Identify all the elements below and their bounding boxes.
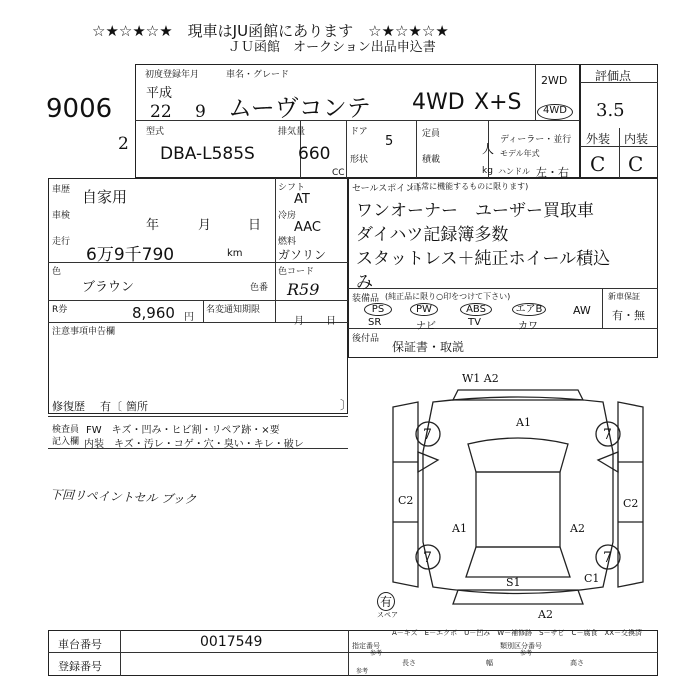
chassis-label: 車台番号 — [58, 638, 102, 651]
notice-day: 日 — [326, 316, 336, 327]
spare-label: スペア — [377, 611, 398, 619]
repair-label: 修復歴 — [52, 400, 85, 413]
mark-hood: A1 — [516, 416, 531, 429]
sales-line-3: スタットレス＋純正ホイール積込 — [356, 249, 611, 269]
mark-right-door: A2 — [570, 522, 585, 535]
inspector-row-1: FW キズ・凹み・ヒビ割・リペア跡・×要 — [86, 425, 280, 436]
reg-label: 登録番号 — [58, 660, 102, 673]
length-label: 長さ — [402, 659, 416, 667]
insp-year-unit: 年 — [146, 218, 160, 233]
reg-month: 9 — [195, 102, 206, 122]
exterior-label: 外装 — [586, 132, 611, 146]
color-code-label: 色コード — [278, 267, 315, 277]
equip-airbag: エアB — [512, 303, 546, 316]
repair-suffix: 箇所 — [126, 400, 148, 413]
car-diagram — [378, 372, 658, 622]
equip-label: 装備品 — [352, 294, 380, 304]
notice-month: 月 — [294, 316, 304, 327]
model-label: 型式 — [146, 127, 165, 137]
accessory-value: 保証書・取説 — [392, 340, 465, 354]
inspector-label-1: 検査員 — [52, 425, 80, 435]
new-warranty-label: 新車保証 — [608, 292, 640, 301]
disp-label: 排気量 — [278, 127, 306, 137]
name-label: 車名・グレード — [226, 70, 290, 80]
vehicle-name: ムーヴコンテ — [228, 94, 371, 122]
ref-label-1: 参考 — [370, 650, 383, 657]
equip-aw: AW — [573, 304, 591, 317]
color-no-label: 色番 — [250, 283, 269, 293]
usage-label: 車歴 — [52, 185, 71, 195]
equip-sublabel: (純正品に限り○印をつけて下さい) — [385, 292, 511, 301]
shift-value: AT — [294, 192, 310, 207]
ac-value: AAC — [294, 220, 321, 235]
doors: 5 — [385, 134, 394, 149]
displacement: 660 — [298, 144, 331, 164]
drive-2wd: 2WD — [541, 74, 568, 87]
accessory-label: 後付品 — [352, 334, 380, 344]
category-label: 類別区分番号 — [500, 642, 542, 650]
door-label: ドア — [350, 127, 368, 137]
chassis-number: 0017549 — [200, 634, 263, 650]
reg-year: 22 — [150, 102, 172, 122]
load-label: 積載 — [422, 155, 441, 165]
equip-tv: TV — [468, 317, 481, 328]
handle-value: 左・右 — [536, 166, 569, 179]
ref-label-3: 参考 — [356, 668, 369, 675]
recycle-label: R券 — [52, 305, 68, 315]
mark-wheel-rr: 7 — [603, 550, 612, 566]
eval-label: 評価点 — [595, 69, 632, 83]
sales-line-1: ワンオーナー ユーザー買取車 — [356, 201, 594, 221]
equip-pw: PW — [410, 303, 438, 316]
handwritten-note: 下回リペイントセル ブック — [49, 487, 197, 507]
vehicle-drive: 4WD — [412, 90, 465, 115]
height-label: 高さ — [570, 659, 584, 667]
first-reg-label: 初度登録年月 — [145, 70, 200, 80]
repair-value: 有〔 — [100, 400, 122, 413]
exterior-grade: C — [590, 152, 606, 176]
fuel-label: 燃料 — [278, 237, 297, 247]
footer-box — [48, 630, 658, 676]
mark-front: W1 A2 — [462, 372, 499, 385]
lot-grade-num: 2 — [118, 134, 129, 154]
eval-score: 3.5 — [596, 100, 625, 121]
recycle-value: 8,960 — [132, 304, 175, 322]
capacity-label: 定員 — [422, 129, 441, 139]
dealer-label: ディーラー・並行 — [500, 135, 572, 145]
repair-close-bracket: 〕 — [340, 398, 353, 412]
mileage-label: 走行 — [52, 237, 71, 247]
sales-sublabel: (正常に機能するものに限ります) — [410, 182, 529, 191]
ref-label-2: 参考 — [520, 650, 533, 657]
color-code: R59 — [287, 280, 320, 299]
mark-right-rear: C1 — [584, 572, 600, 585]
insp-month-unit: 月 — [198, 218, 212, 233]
sales-label: セールスポイント — [352, 184, 424, 194]
mark-right-side: C2 — [623, 497, 639, 510]
inspection-label: 車検 — [52, 211, 71, 221]
person-label: 人 — [482, 142, 495, 156]
km-label: km — [227, 248, 243, 259]
cc-label: CC — [332, 168, 345, 178]
mark-rear-bumper: A2 — [538, 608, 553, 621]
model: DBA-L585S — [160, 144, 255, 164]
width-label: 幅 — [486, 659, 493, 667]
color-label: 色 — [52, 267, 62, 277]
interior-label: 内装 — [624, 132, 649, 146]
mark-left-side: C2 — [398, 494, 414, 507]
designated-label: 指定番号 — [352, 642, 380, 650]
equip-leather: カワ — [518, 321, 538, 332]
kg-label: kg — [482, 166, 493, 176]
shift-label: シフト — [278, 183, 306, 193]
mark-left-door: A1 — [452, 522, 467, 535]
handle-label: ハンドル — [498, 167, 530, 176]
insp-day-unit: 日 — [248, 218, 262, 233]
vehicle-grade: X+S — [474, 90, 522, 115]
equip-navi: ナビ — [416, 321, 436, 332]
damage-legend: A－キズ E－エクボ U－凹み W－補修跡 S－サビ C－腐食 XX－交換済 — [392, 629, 643, 637]
notes-label: 注意事項申告欄 — [52, 327, 116, 337]
notice-label: 名変通知期限 — [206, 305, 261, 315]
equip-ps: PS — [364, 303, 392, 316]
shape-label: 形状 — [350, 155, 369, 165]
sales-line-2: ダイハツ記録簿多数 — [356, 225, 509, 245]
drive-4wd: 4WD — [537, 104, 573, 120]
sales-line-4: み — [356, 273, 373, 293]
mark-rear: S1 — [506, 576, 521, 589]
mark-wheel-fr: 7 — [603, 427, 612, 443]
interior-grade: C — [628, 152, 644, 176]
fuel-value: ガソリン — [278, 248, 327, 262]
usage: 自家用 — [82, 188, 128, 206]
color-value: ブラウン — [82, 280, 135, 295]
equip-abs: ABS — [460, 303, 492, 316]
inspector-label-2: 記入欄 — [52, 437, 80, 447]
mark-wheel-rl: 7 — [423, 550, 432, 566]
mark-wheel-fl: 7 — [423, 427, 432, 443]
header-title: ☆★☆★☆★ 現車はJU函館にあります ☆★☆★☆★ — [92, 22, 449, 40]
era: 平成 — [146, 86, 173, 101]
spare-value: 有 — [377, 592, 395, 611]
recycle-unit: 円 — [184, 312, 194, 323]
mileage: 6万9千790 — [86, 245, 175, 265]
lot-number: 9006 — [46, 94, 113, 124]
equip-sr: SR — [368, 317, 382, 328]
header-subtitle: ＪＵ函館 オークション出品申込書 — [228, 40, 436, 55]
new-warranty-value: 有・無 — [612, 309, 645, 322]
ac-label: 冷房 — [278, 211, 297, 221]
model-year-label: モデル年式 — [500, 149, 540, 158]
inspector-row-2: 内装 キズ・汚レ・コゲ・穴・臭い・キレ・破レ — [84, 439, 304, 450]
